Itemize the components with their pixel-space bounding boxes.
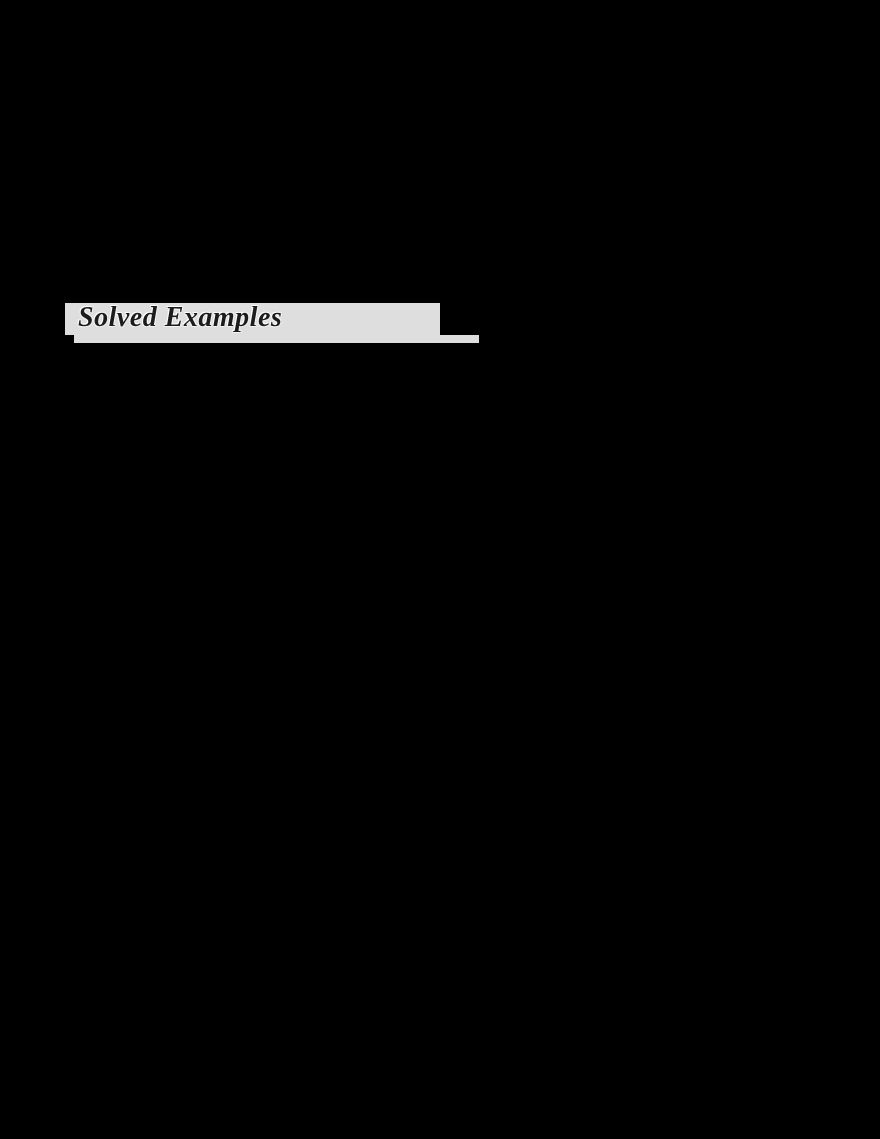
section-header-underline-bar <box>74 335 479 343</box>
section-header-banner <box>65 303 440 335</box>
section-header-title: Solved Examples <box>78 301 283 333</box>
